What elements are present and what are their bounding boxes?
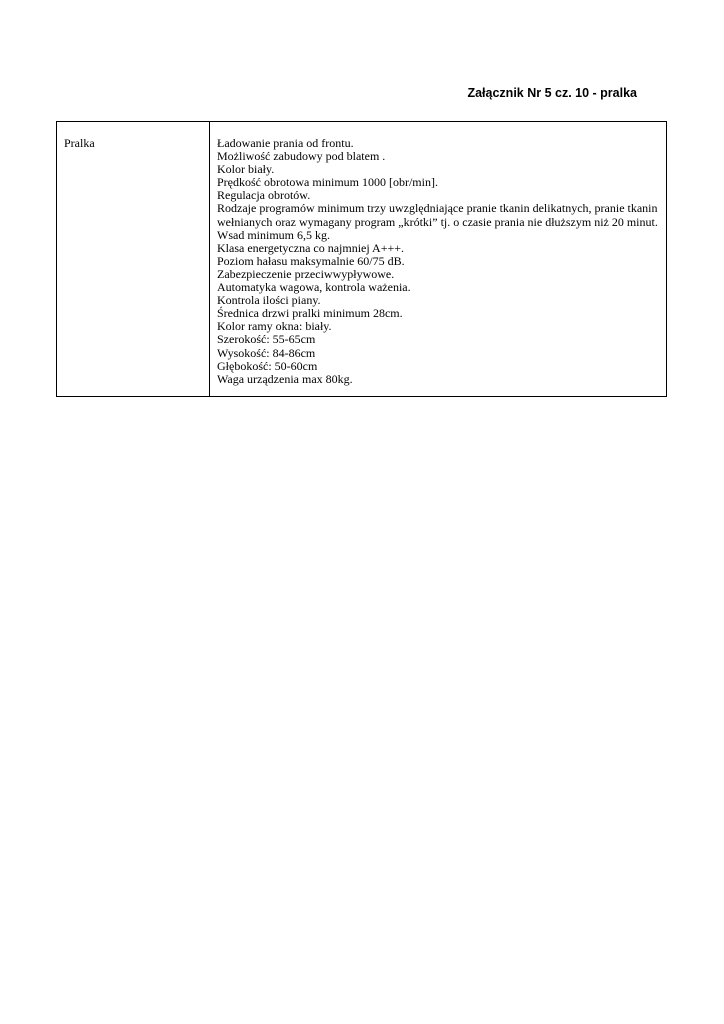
- spec-line: Głębokość: 50-60cm: [217, 358, 318, 373]
- specification-table: [56, 121, 667, 397]
- spec-line: Waga urządzenia max 80kg.: [217, 371, 353, 386]
- spec-line: Średnica drzwi pralki minimum 28cm.: [217, 306, 403, 321]
- spec-line: Ładowanie prania od frontu.: [217, 136, 354, 150]
- spec-line: Regulacja obrotów.: [217, 188, 311, 203]
- spec-line: Szerokość: 55-65cm: [217, 332, 316, 347]
- spec-line: Wsad minimum 6,5 kg.: [217, 227, 330, 242]
- spec-line: Kolor biały.: [217, 162, 275, 177]
- spec-line: Wysokość: 84-86cm: [217, 345, 316, 360]
- spec-line: Klasa energetyczna co najmniej A+++.: [217, 240, 405, 255]
- spec-line: Kontrola ilości piany.: [217, 293, 321, 308]
- spec-line: Automatyka wagowa, kontrola ważenia.: [217, 280, 411, 295]
- spec-line: Kolor ramy okna: biały.: [217, 319, 332, 334]
- specification-cell: [210, 122, 667, 397]
- document-title: Załącznik Nr 5 cz. 10 - pralka: [467, 86, 637, 100]
- spec-line: Możliwość zabudowy pod blatem .: [217, 149, 386, 164]
- spec-line: Zabezpieczenie przeciwwypływowe.: [217, 266, 395, 281]
- spec-line: Prędkość obrotowa minimum 1000 [obr/min].: [217, 175, 438, 190]
- spec-line: Rodzaje programów minimum trzy uwzględniające pranie tkanin delikatnych, pranie tkanin wełnianych oraz wymagany program „krótki” tj. o czasie prania nie dłuższym niż 20 minut.: [217, 201, 658, 229]
- spec-line: Poziom hałasu maksymalnie 60/75 dB.: [217, 253, 405, 268]
- product-name-cell: Pralka: [57, 122, 210, 397]
- table-row: [57, 122, 667, 397]
